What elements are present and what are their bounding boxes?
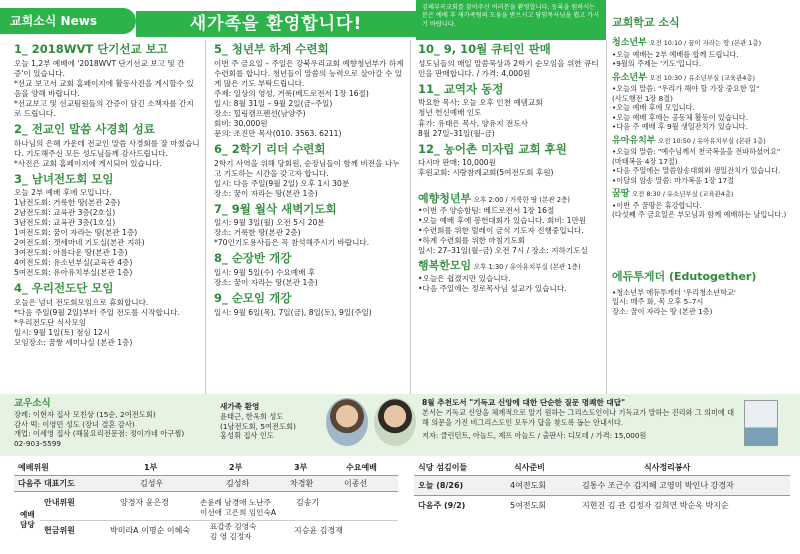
news-section-4 [14, 281, 200, 348]
group-name: 꿈땅 [612, 189, 630, 200]
section-title: 11_ 교역자 동정 [418, 81, 504, 96]
news-section-9 [214, 291, 406, 318]
school-group-junior [612, 73, 796, 132]
news-section-2 [14, 122, 200, 169]
section-body: 성도님들의 매일 말씀묵상과 2학기 순모임을 위한 큐티인을 판매합니다. / 가격: 4,000원 [418, 58, 599, 78]
section-title: 6_ 2학기 리더 수련회 [214, 141, 326, 156]
new-family-photo-2 [374, 398, 416, 446]
group-meta: 오전 8:30 / 유소년부실 (교육관4층) [631, 190, 734, 199]
table-row [414, 496, 790, 516]
members-news-title: 교우소식 [14, 398, 51, 409]
section-title: 3_ 남녀전도회 모임 [14, 171, 114, 186]
section-body: 이번 주 금요일 – 주일은 강북우리교회 예향청년부가 하계 수련회를 합니다. 청년들이 말씀의 능력으로 살아갈 수 있게 많은 기도 부탁드립니다. 주제: 일상의 영성, 거룩(베드로전서 1장 16절) 일시: 8월 31일 – 9월 2일(금–주일) 장소: 힐링캠프펜션(남양주) 회비: 30,000원 문의: 조진만 목사(010. 3563. 6211) [214, 58, 404, 138]
prayer-3rd: 차경환 [290, 479, 314, 488]
section-body: 오늘 1,2부 예배에 '2018WVT 단기선교 보고 및 간증'이 있습니다. *선교 보고서 교회 홈페이지에 활동사진을 게시할수 있음을 양해 바랍니다. *선교보고 및 선교팀원들의 간증이 담긴 소책자를 간지로 드립니다. [14, 58, 194, 118]
group-meta: 오전 10:10 / 꿈이 자라는 땅 (본관 1층) [649, 39, 762, 48]
third-column [418, 42, 602, 390]
edu-body: •청소년부 에듀투게더 '우리청소년학교' 일시: 매주 화, 목 오후 5–7시 장소: 꿈이 자라는 땅 (본관 1층) [612, 287, 736, 316]
book-info: 저자: 클린턴트, 아놀드, 제프 아놀드 / 출판사: 디모데 / 가격: 15,000원 [422, 431, 647, 441]
book-title: 8월 추천도서 "기독교 신앙에 대한 단순한 질문 명쾌한 대답" [422, 398, 626, 407]
happy-group [418, 259, 602, 293]
meal-header-2: 식사정리봉사 [644, 463, 691, 472]
duty-header-4: 수요예배 [346, 463, 377, 472]
group-meta: 오후 1:30 / 유아유치부실 (본관 1층) [473, 263, 581, 272]
recommended-book [422, 398, 740, 441]
school-group-youth [612, 38, 796, 69]
meal-header-0: 식당 섬김이들 [418, 463, 468, 472]
middle-column [214, 42, 406, 390]
book-cover-image [744, 400, 778, 446]
new-family-photo-1 [326, 398, 368, 446]
church-school-title: 교회학교 소식 [612, 16, 680, 29]
meal-date: 다음주 (9/2) [418, 501, 466, 510]
news-section-8 [214, 251, 406, 288]
left-column [14, 42, 200, 390]
duty-side-label: 예배 담당 [20, 510, 35, 530]
news-header: 교회소식 News [0, 8, 136, 34]
group-name: 유소년부 [612, 72, 647, 83]
guide-2nd: 손윤례 남경애 노난주 이선애 고은희 임인숙A [200, 498, 277, 518]
group-body: •오늘의 말씀: "예수님께서 천국복음을 전파하셨어요" (마태복음 4장 17절) •다음 주일에는 말씀암송대회와 생일잔치가 있습니다. •이달의 암송 말씀: 마가복음 1장 17절 [612, 147, 781, 185]
section-body: 박요한 목사: 오늘 오후 인천 예뎀교회 청년 헌신예배 인도 휴가: 유태은 목사, 양유지 전도사 8월 27일–31일(월–금) [418, 98, 543, 138]
section-title: 2_ 전교인 말씀 사경회 성료 [14, 121, 155, 136]
section-body: 다시마 판매: 10,000원 후원교회: 시랑참례교회(5여전도회 후원) [418, 158, 554, 178]
section-title: 1_ 2018WVT 단기선교 보고 [14, 42, 168, 56]
offering-3rd: 지승윤 김경재 [294, 526, 343, 535]
offering-2nd: 표갑종 김영숙 김 영 김정자 [210, 522, 257, 542]
welcome-title: 새가족을 환영합니다! [136, 8, 416, 34]
group-name: 청소년부 [612, 38, 647, 49]
members-news-body: 장례: 이현자 집사 모친상 (15순, 2여전도회) 감사 떡: 이영민 성도 (장녀 결혼 감사) 개업: 이세영 집사 (해물요리전문점: 정이가네 아구찜) 02-903-5599 [14, 410, 185, 449]
news-section-7 [214, 202, 406, 249]
section-body: 일시: 9월 3일(월) 오전 5시 20분 장소: 거룩한 땅(본관 2층) *70인기도용사들은 꼭 참석해주시기 바랍니다. [214, 218, 370, 248]
group-body: •이번 주 양승함팀: 베드로전서 1장 16절 •오늘 예배 후에 봉헌대회가 있습니다. 회비: 1만원 •수련회를 위한 릴레이 금식 기도자 진행중입니다. •하계 수련회를 위한 마침기도회 일시: 27–31일(월–금) 오전 7시 / 장소: 지하기도실 [418, 206, 588, 256]
new-family-welcome [220, 402, 330, 441]
edu-title: 에듀투게더 (Edutogether) [612, 269, 757, 283]
youth-group [418, 192, 602, 256]
news-section-1 [14, 42, 200, 119]
meal-prep: 4여전도회 [510, 481, 547, 490]
meal-cleanup: 지현진 김 관 김정자 김희연 박순옥 박지순 [582, 501, 729, 510]
school-group-dream [612, 189, 796, 220]
section-title: 7_ 9월 월삭 새벽기도회 [214, 201, 337, 216]
section-body: 하나님의 은혜 가운데 전교인 말씀 사경회를 잘 마쳤습니다. 기도해주신 모든 성도님들께 감사드립니다. *사진은 교회 홈페이지에 게시되어 있습니다. [14, 138, 200, 168]
prayer-row-label: 다음주 대표기도 [18, 479, 75, 488]
members-news [14, 398, 214, 449]
section-body: 일시: 9월 6일(목), 7일(금), 8일(토), 9일(주일) [214, 307, 372, 317]
news-section-10 [418, 42, 602, 79]
guide-1st: 양경자 윤은경 [120, 498, 169, 507]
group-meta: 오후 2:00 / 거룩한 땅 (본관 2층) [473, 196, 570, 205]
section-title: 8_ 순장반 개강 [214, 251, 292, 266]
section-title: 5_ 청년부 하계 수련회 [214, 42, 329, 56]
news-section-5 [214, 42, 406, 139]
news-section-3 [14, 172, 200, 279]
section-title: 10_ 9, 10월 큐티인 판매 [418, 42, 551, 56]
section-body: 일시: 9월 5일(수) 수요예배 후 장소: 꿈이 자라는 땅(본관 1층) [214, 268, 318, 288]
meal-date: 오늘 (8/26) [418, 481, 464, 490]
duty-header-1: 1부 [144, 463, 158, 472]
section-title: 4_ 우리전도단 모임 [14, 281, 114, 296]
duty-header-label: 예배위원 [18, 463, 49, 472]
group-body: •오늘 예배는 2부 예배를 합께 드립니다. •9월의 주제는 '기도'입니다. [612, 49, 739, 69]
group-meta: 오전 10:30 / 유소년부실 (교육관4층) [649, 73, 755, 82]
new-family-body: 윤태근, 한욱희 성도 (1남전도회, 5여전도회) 홍성휘 집사 인도 [220, 412, 297, 441]
duty-header-3: 3부 [294, 463, 308, 472]
meal-service-table [414, 462, 790, 516]
school-group-kinder [612, 136, 796, 186]
prayer-2nd: 김성하 [226, 479, 250, 488]
group-meta: 오전 10:50 / 유아유치부실 (본관 1층) [658, 136, 766, 145]
section-title: 9_ 순모임 개강 [214, 291, 292, 306]
book-description: 본서는 기독교 신앙을 체계적으로 알기 원하는 그리스도인이나 기독교가 말하는 진리와 그 의미에 대해 의문을 가진 비그리스도인 모두가 답을 찾도록 돕는 안내서다. [422, 408, 735, 427]
section-body: 2학기 사역을 위해 당회원, 순장님들이 함께 비전을 나누고 기도하는 시간을 갖고자 합니다. 일시: 다음 주일(9월 2일) 오후 1시 30분 장소: 꿈이 자라는 땅(본관 1층) [214, 158, 400, 198]
group-title: 행복한모임 [418, 259, 472, 273]
table-row [414, 476, 790, 496]
offering-1st: 박미라A 이명순 이혜숙 [110, 526, 191, 535]
news-section-6 [214, 142, 406, 199]
prayer-1st: 김성우 [140, 479, 164, 488]
group-body: •오늘의 말씀: "우리가 해야 할 가장 중요한 일" (사도행전 1장 8절) •오늘 예배 후에 모입니다. •오늘 예배 후에는 공동체 활동이 있습니다. •다음 주 예배 후 9월 생일잔치가 있습니다. [612, 84, 760, 132]
duty-header-2: 2부 [229, 463, 243, 472]
group-body: •오늘은 쉽겠지만 있습니다. •다음 주일에는 정로목사님 설교가 있습니다. [418, 273, 567, 293]
news-section-12 [418, 142, 602, 179]
meal-header-1: 식사준비 [514, 463, 545, 472]
group-title: 예향청년부 [418, 192, 472, 206]
offering-label: 헌금위원 [44, 526, 75, 535]
news-section-11 [418, 82, 602, 139]
group-body: •이번 주 꿈땅은 휴강합니다. (다섯째 주 금요일은 부모님과 함께 예배하는 날입니다.) [612, 200, 787, 220]
welcome-notice: 김해부곡교회를 찾아주신 여러분을 환영합니다. 등록을 원하시는 분은 예배 후 새가족팀의 도움을 받으시고 담임목사님을 뵙고 가시기 바랍니다. [416, 0, 606, 40]
guide-3rd: 김송기 [296, 498, 320, 507]
section-body: 오늘은 넘녀 전도회모임으로 휴회합니다. *다음 주일(9월 2일)부터 주일 전도를 시작합니다. *우리전도단 식사모임 일시: 9월 1일(토) 점심 12시 모임장소: 꿈짱 세미나실 (본관 1층) [14, 298, 180, 348]
new-family-title: 새가족 환영 [220, 402, 260, 411]
guide-label: 안내위원 [44, 498, 75, 507]
worship-duty-table [14, 462, 398, 552]
group-name: 유아유치부 [612, 135, 656, 146]
prayer-wed: 이종선 [344, 479, 368, 488]
right-column [612, 16, 796, 392]
section-title: 12_ 농어촌 미자립 교회 후원 [418, 141, 567, 156]
meal-cleanup: 김통수 조근수 김지혜 고영미 박인나 강경자 [582, 481, 734, 490]
meal-prep: 5여전도회 [510, 501, 547, 510]
edutogether [612, 270, 796, 317]
section-body: 오늘 2부 예배 후에 모입니다. 1남전도회: 거룩한 땅(본관 2층) 2남전도회: 교육관 3층(2호실) 3남전도회: 교육관 3층(1호실) 1여전도회: 꿈이 자라는 땅(본관 1층) 2여전도회: 겟세마네 기도실(본관 지하) 3여전도회: 아름다운 땅(본관 1층) 4여전도회: 유소년부실(교육관 4층) 5여전도회: 유아유치부실(본관 1층) [14, 188, 145, 278]
